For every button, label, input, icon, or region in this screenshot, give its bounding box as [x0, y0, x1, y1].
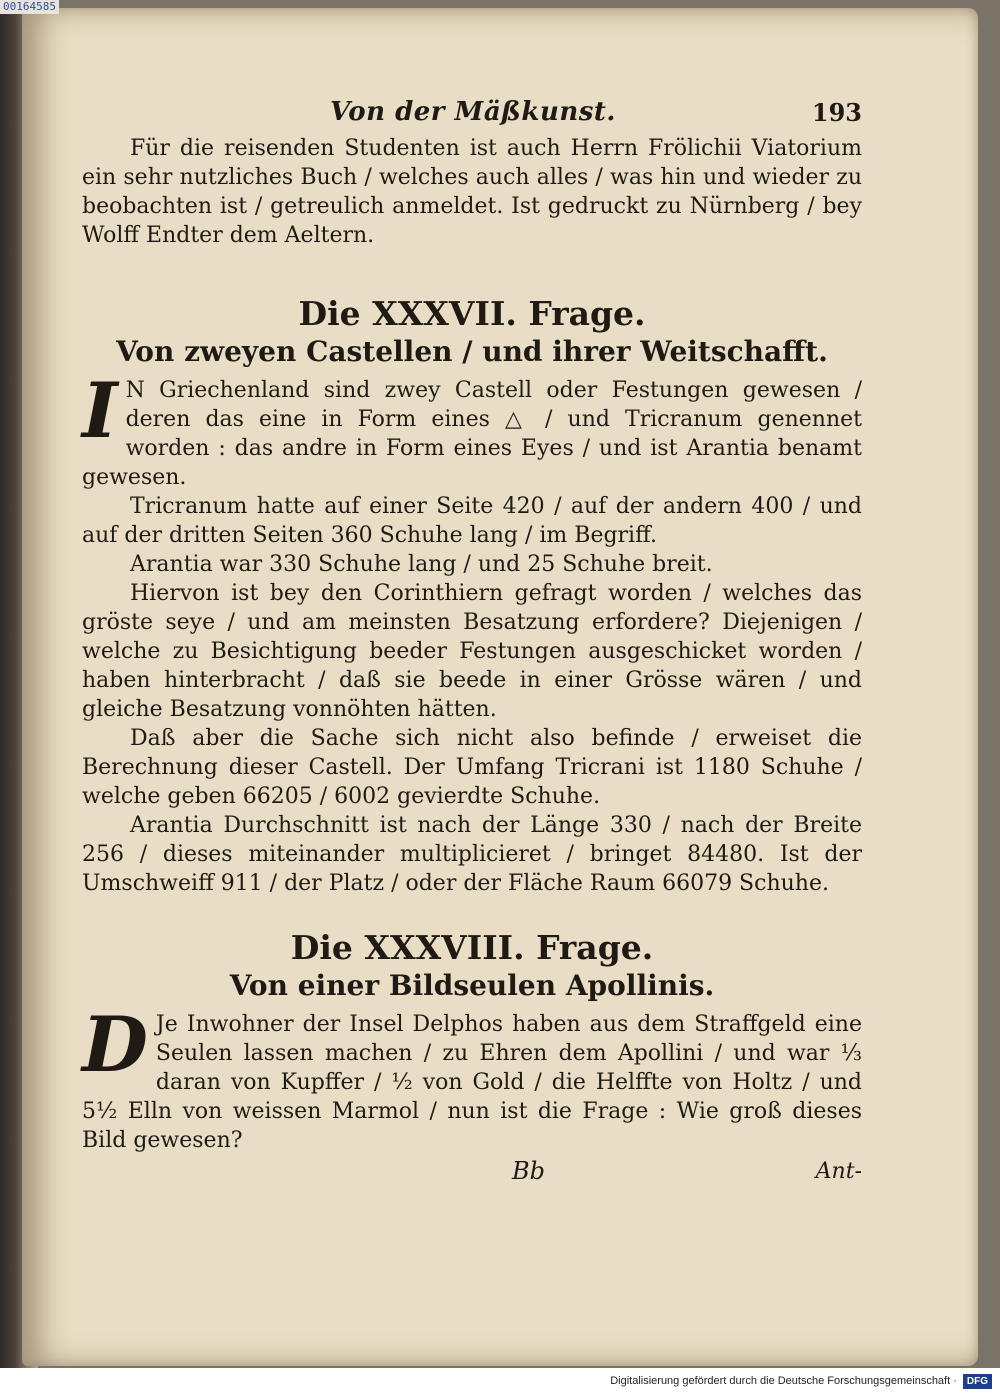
page-content: [82, 98, 862, 1189]
question-38-heading: Die XXXVIII. Frage.: [290, 928, 654, 967]
digitization-footer: [0, 1368, 1000, 1394]
running-title: Von der Mäßkunst.: [330, 97, 616, 127]
footer-text: Digitalisierung gefördert durch die Deutsche Forschungsgemeinschaft ·: [610, 1375, 957, 1387]
page-number: 193: [811, 98, 862, 127]
scan-id-label: 00164585: [0, 0, 59, 14]
question-38-paragraph-1: [82, 1000, 862, 1155]
intro-paragraph: Für die reisenden Studenten ist auch Herrn Frölichii Viatorium ein sehr nutzliches Buch / welches auch alles / was hin und wieder zu beobachten ist / getreulich anmeldet. Ist gedruckt zu Nürnberg / bey Wolff Endter dem Aeltern.: [82, 136, 862, 248]
paragraph-text: Je Inwohner der Insel Delphos haben aus dem Straffgeld eine Seulen lassen machen / zu Ehren dem Apollini / und war ⅓ daran von Kupffer / ½ von Gold / die Helffte von Holtz / und 5½ Elln von weissen Marmol / nun ist die Frage : Wie groß dieses Bild gewesen?: [82, 1012, 862, 1153]
question-37-heading: Die XXXVII. Frage.: [298, 294, 646, 333]
question-37-paragraph-3: Arantia war 330 Schuhe lang / und 25 Schuhe breit.: [130, 552, 713, 577]
question-38-subheading: Von einer Bildseulen Apollinis.: [229, 969, 715, 1002]
catchword: Ant-: [815, 1159, 862, 1184]
page-foot: [82, 1157, 862, 1189]
running-head: [82, 98, 862, 130]
question-37-paragraph-4: Hiervon ist bey den Corinthiern gefragt worden / welches das gröste seye / und am meinsten Besatzung erfordere? Diejenigen / welche zu Besichtigung beeder Festungen ausgeschicket worden / haben hinterbracht / daß sie beede in einer Grösse wären / und gleiche Besatzung vonnöhten hätten.: [82, 581, 862, 722]
question-37-subheading: Von zweyen Castellen / und ihrer Weitschafft.: [116, 335, 828, 368]
dfg-logo: DFG: [963, 1374, 992, 1389]
paragraph-text: N Griechenland sind zwey Castell oder Festungen gewesen / deren das eine in Form eines △ / und Tricranum genennet worden : das andre in Form eines Eyes / und ist Arantia benamt gewesen.: [82, 378, 862, 490]
question-37-paragraph-1: [82, 366, 862, 492]
book-page: [22, 8, 978, 1366]
dropcap-initial: D: [82, 1000, 148, 1089]
question-37-paragraph-5: Daß aber die Sache sich nicht also befinde / erweiset die Berechnung dieser Castell. Der Umfang Tricrani ist 1180 Schuhe / welche geben 66205 / 6002 gevierdte Schuhe.: [82, 726, 862, 809]
question-37-paragraph-6: Arantia Durchschnitt ist nach der Länge 330 / nach der Breite 256 / dieses miteinander multiplicieret / bringet 84480. Ist der Umschweiff 911 / der Platz / oder der Fläche Raum 66079 Schuhe.: [82, 813, 862, 896]
signature-mark: Bb: [512, 1157, 545, 1185]
dropcap-initial: I: [82, 366, 118, 455]
question-37-paragraph-2: Tricranum hatte auf einer Seite 420 / auf der andern 400 / und auf der dritten Seiten 360 Schuhe lang / im Begriff.: [82, 494, 862, 548]
